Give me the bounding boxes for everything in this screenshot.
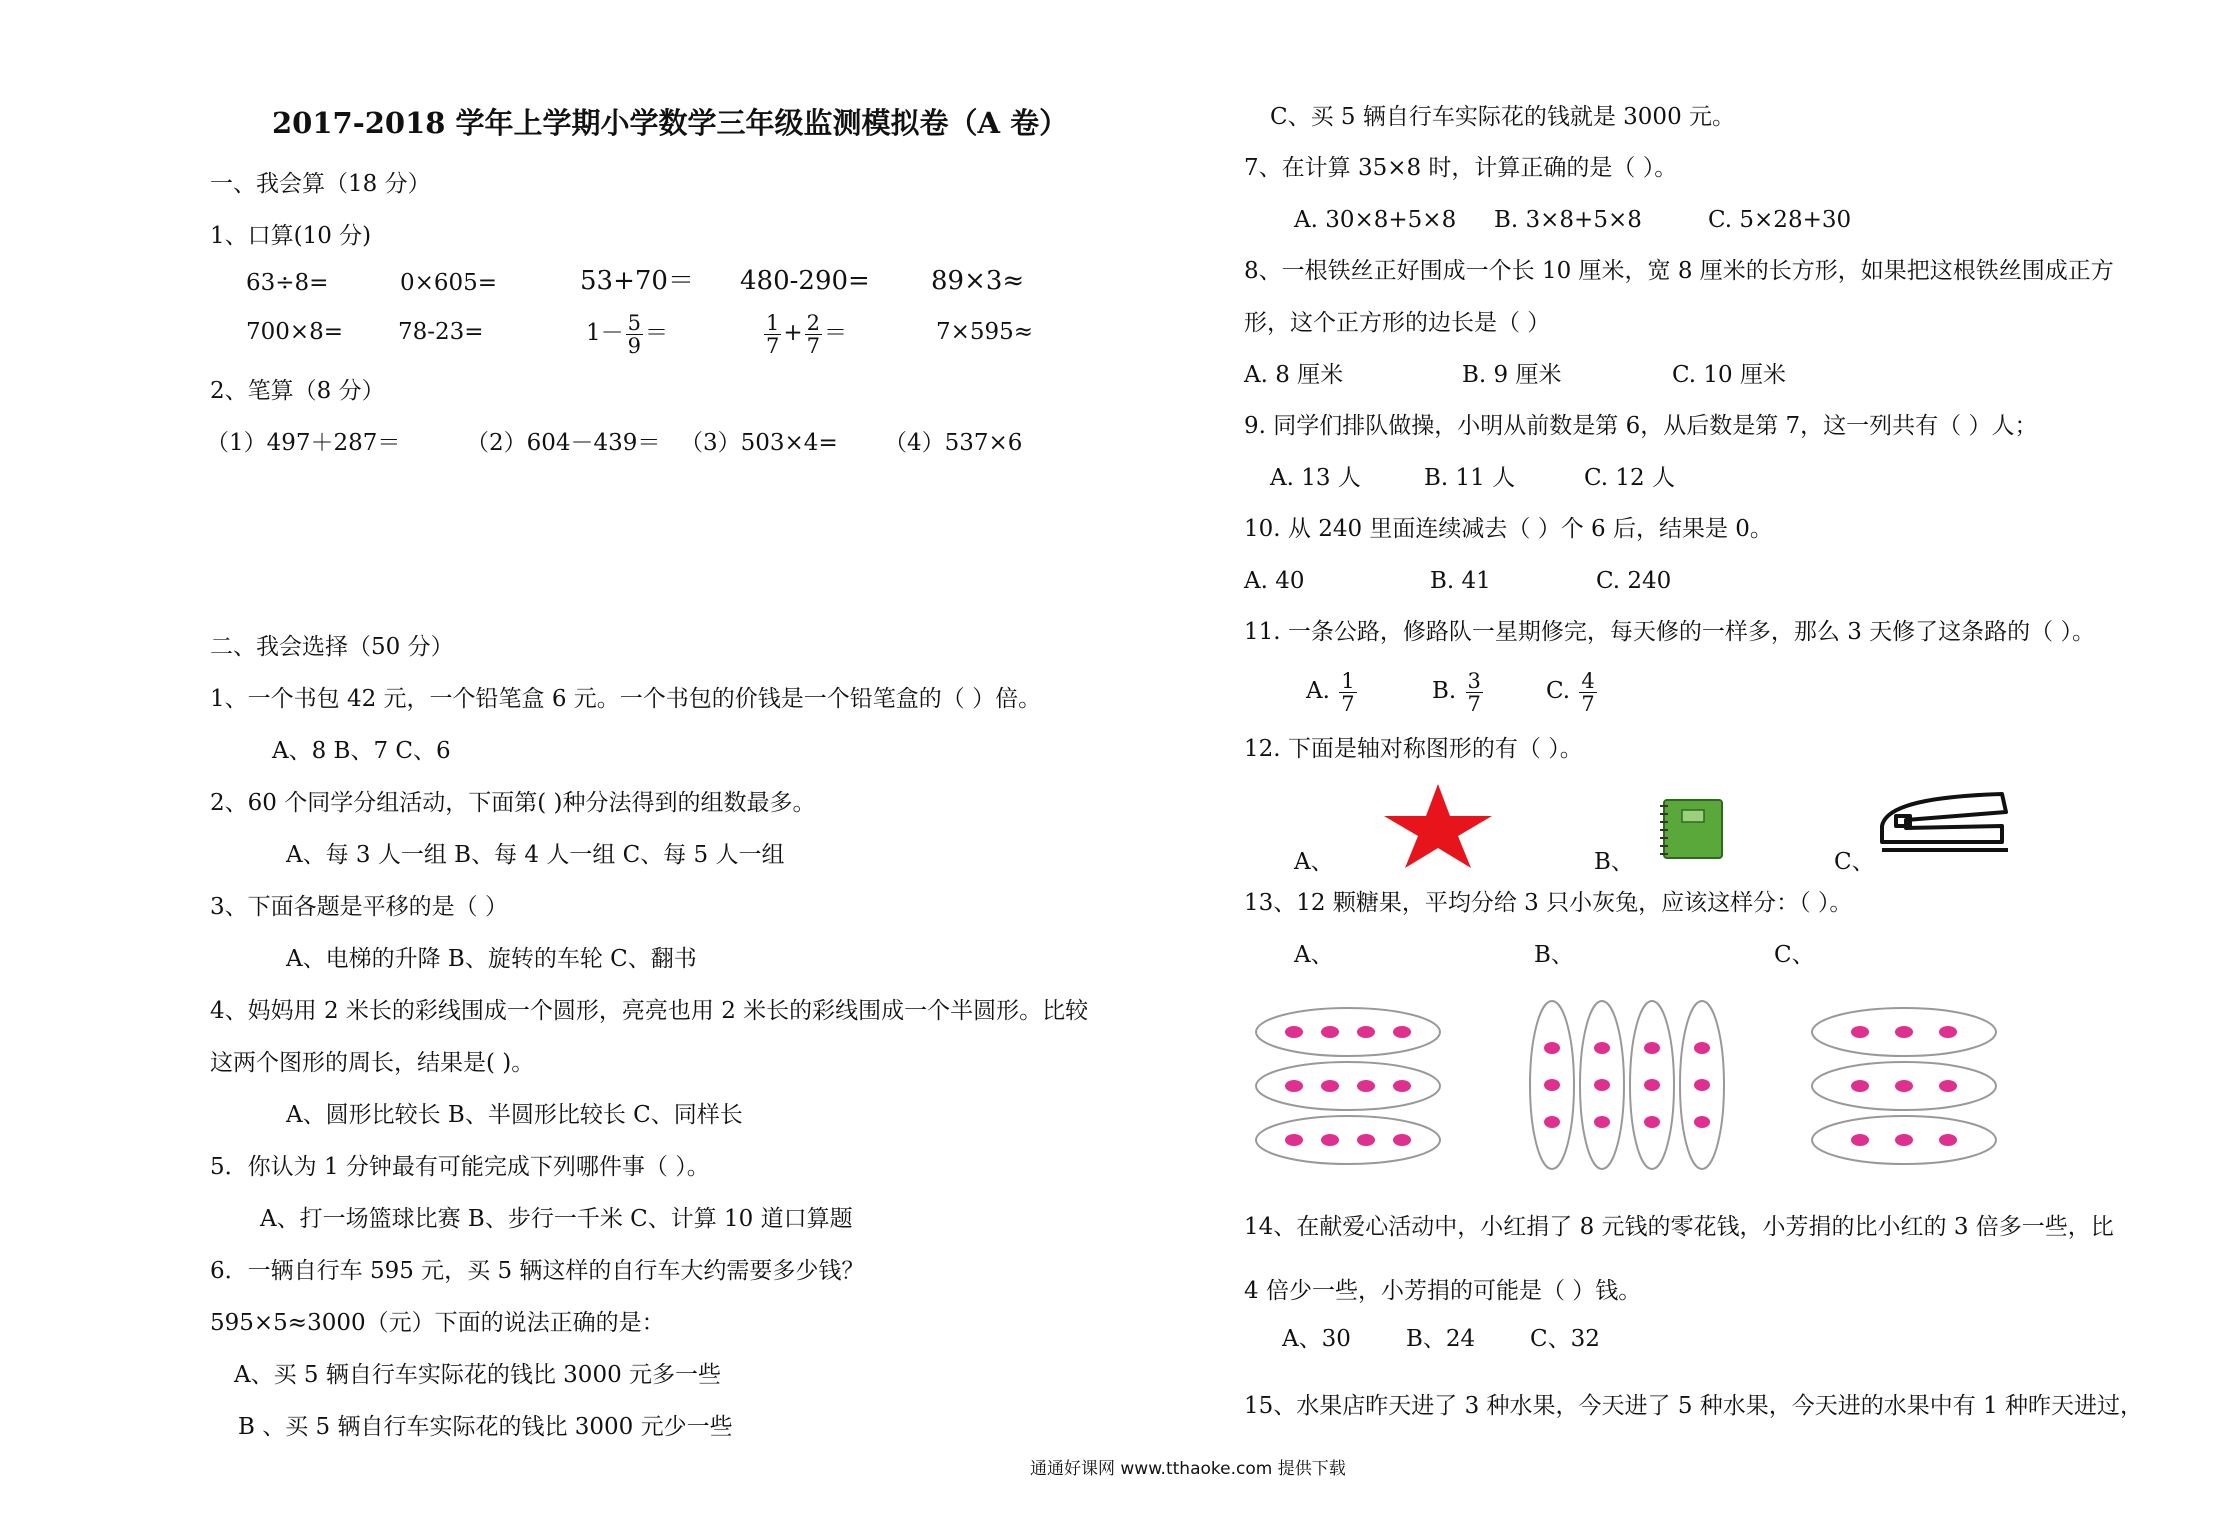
question-2-1: 1、一个书包 42 元，一个铅笔盒 6 元。一个书包的价钱是一个铅笔盒的（ ）倍。: [210, 686, 1042, 712]
question-2-14-cont: 4 倍少一些，小芳捐的可能是（ ）钱。: [1244, 1278, 1642, 1304]
option: B. 9 厘米: [1462, 362, 1562, 388]
question-2-12: 12. 下面是轴对称图形的有（ ）。: [1244, 736, 1583, 762]
oral-item: 63÷8=: [246, 270, 329, 296]
question-2-6-option-a: A、买 5 辆自行车实际花的钱比 3000 元多一些: [234, 1362, 722, 1388]
option: A. 13 人: [1270, 465, 1361, 491]
question-2-4-options: A、圆形比较长 B、半圆形比较长 C、同样长: [286, 1102, 743, 1128]
option-fraction: B. $\frac{3}{7}$: [1432, 668, 1481, 716]
option: A. 40: [1244, 568, 1305, 594]
option: C. 10 厘米: [1672, 362, 1786, 388]
question-2-7: 7、在计算 35×8 时，计算正确的是（ ）。: [1244, 155, 1678, 181]
written-item: （1）497＋287＝: [206, 430, 401, 456]
option-label: C、: [1774, 942, 1815, 968]
question-2-14: 14、在献爱心活动中，小红捐了 8 元钱的零花钱，小芳捐的比小红的 3 倍多一些，比: [1244, 1214, 2114, 1240]
question-2-9: 9. 同学们排队做操，小明从前数是第 6，从后数是第 7，这一列共有（ ）人；: [1244, 413, 2038, 439]
question-2-2: 2、60 个同学分组活动，下面第( )种分法得到的组数最多。: [210, 790, 816, 816]
option: B. 41: [1430, 568, 1491, 594]
question-2-4: 4、妈妈用 2 米长的彩线围成一个圆形，亮亮也用 2 米长的彩线围成一个半圆形。比较: [210, 998, 1089, 1024]
option-label: B、: [1534, 942, 1574, 968]
question-2-11: 11. 一条公路，修路队一星期修完，每天修的一样多，那么 3 天修了这条路的（ ）。: [1244, 619, 2095, 645]
option: C. 240: [1596, 568, 1672, 594]
option: C. 12 人: [1584, 465, 1675, 491]
question-2-6-cont: 595×5≈3000（元）下面的说法正确的是：: [210, 1310, 665, 1336]
question-2-6-option-c: C、买 5 辆自行车实际花的钱就是 3000 元。: [1270, 104, 1736, 130]
question-2-1-options: A、8 B、7 C、6: [272, 738, 451, 764]
option-label: C、: [1834, 849, 1875, 875]
option-label: A、: [1294, 849, 1334, 875]
question-1-2: 2、笔算（8 分）: [210, 378, 385, 404]
option: C. 5×28+30: [1708, 207, 1852, 233]
question-2-6: 6．一辆自行车 595 元，买 5 辆这样的自行车大约需要多少钱？: [210, 1258, 865, 1284]
written-item: （4）537×6: [884, 430, 1023, 456]
question-1-1: 1、口算(10 分): [210, 223, 372, 249]
option: B. 3×8+5×8: [1494, 207, 1642, 233]
oral-item: 480-290=: [740, 266, 870, 296]
option: A. 30×8+5×8: [1294, 207, 1457, 233]
oral-item: 700×8=: [246, 319, 344, 345]
page-title: 2017-2018 学年上学期小学数学三年级监测模拟卷（A 卷）: [272, 106, 1069, 140]
option: A、30: [1282, 1326, 1351, 1352]
question-2-3-options: A、电梯的升降 B、旋转的车轮 C、翻书: [286, 946, 697, 972]
option: B. 11 人: [1424, 465, 1516, 491]
oral-item: 7×595≈: [936, 319, 1034, 345]
oral-fraction-item: $\frac{1}{7}$ + $\frac{2}{7}$ ＝: [766, 310, 848, 358]
question-2-4-cont: 这两个图形的周长，结果是( )。: [210, 1050, 535, 1076]
question-2-6-option-b: B 、买 5 辆自行车实际花的钱比 3000 元少一些: [238, 1414, 733, 1440]
question-2-15: 15、水果店昨天进了 3 种水果，今天进了 5 种水果，今天进的水果中有 1 种昨天进过，: [1244, 1393, 2144, 1419]
oral-item: 89×3≈: [931, 266, 1025, 296]
written-item: （3）503×4=: [680, 430, 838, 456]
option-label: A、: [1294, 942, 1334, 968]
question-2-5: 5．你认为 1 分钟最有可能完成下列哪件事（ ）。: [210, 1154, 710, 1180]
option-fraction: C. $\frac{4}{7}$: [1546, 668, 1595, 716]
notebook-icon: [1656, 796, 1726, 862]
option-fraction: A. $\frac{1}{7}$: [1306, 668, 1355, 716]
oral-item: 78-23=: [398, 319, 484, 345]
candy-group-a-icon: [1252, 1000, 1444, 1170]
candy-group-b-icon: [1528, 998, 1728, 1172]
oral-item: 0×605=: [400, 270, 498, 296]
option: A. 8 厘米: [1244, 362, 1344, 388]
question-2-2-options: A、每 3 人一组 B、每 4 人一组 C、每 5 人一组: [286, 842, 785, 868]
question-2-10: 10. 从 240 里面连续减去（ ）个 6 后，结果是 0。: [1244, 516, 1773, 542]
written-item: （2）604－439＝: [466, 430, 661, 456]
question-2-8: 8、一根铁丝正好围成一个长 10 厘米，宽 8 厘米的长方形，如果把这根铁丝围成正方: [1244, 258, 2114, 284]
question-2-13: 13、12 颗糖果，平均分给 3 只小灰兔，应该这样分：（ ）。: [1244, 890, 1853, 916]
section-1-heading: 一、我会算（18 分）: [210, 171, 431, 197]
star-shape: [1384, 784, 1492, 868]
question-2-5-options: A、打一场篮球比赛 B、步行一千米 C、计算 10 道口算题: [260, 1206, 853, 1232]
oral-fraction-item: 1－ $\frac{5}{9}$ ＝: [586, 310, 669, 358]
option: C、32: [1530, 1326, 1600, 1352]
oral-item: 53+70＝: [580, 266, 694, 296]
section-2-heading: 二、我会选择（50 分）: [210, 634, 454, 660]
question-2-8-cont: 形，这个正方形的边长是（ ）: [1244, 310, 1551, 336]
red-star-icon: [1382, 782, 1494, 870]
candy-group-c-icon: [1808, 1000, 2000, 1170]
option-label: B、: [1594, 849, 1634, 875]
option: B、24: [1406, 1326, 1476, 1352]
question-2-3: 3、下面各题是平移的是（ ）: [210, 894, 508, 920]
stapler-icon: [1876, 786, 2012, 856]
footer-credit: 通通好课网 www.tthaoke.com 提供下载: [1030, 1459, 1346, 1479]
